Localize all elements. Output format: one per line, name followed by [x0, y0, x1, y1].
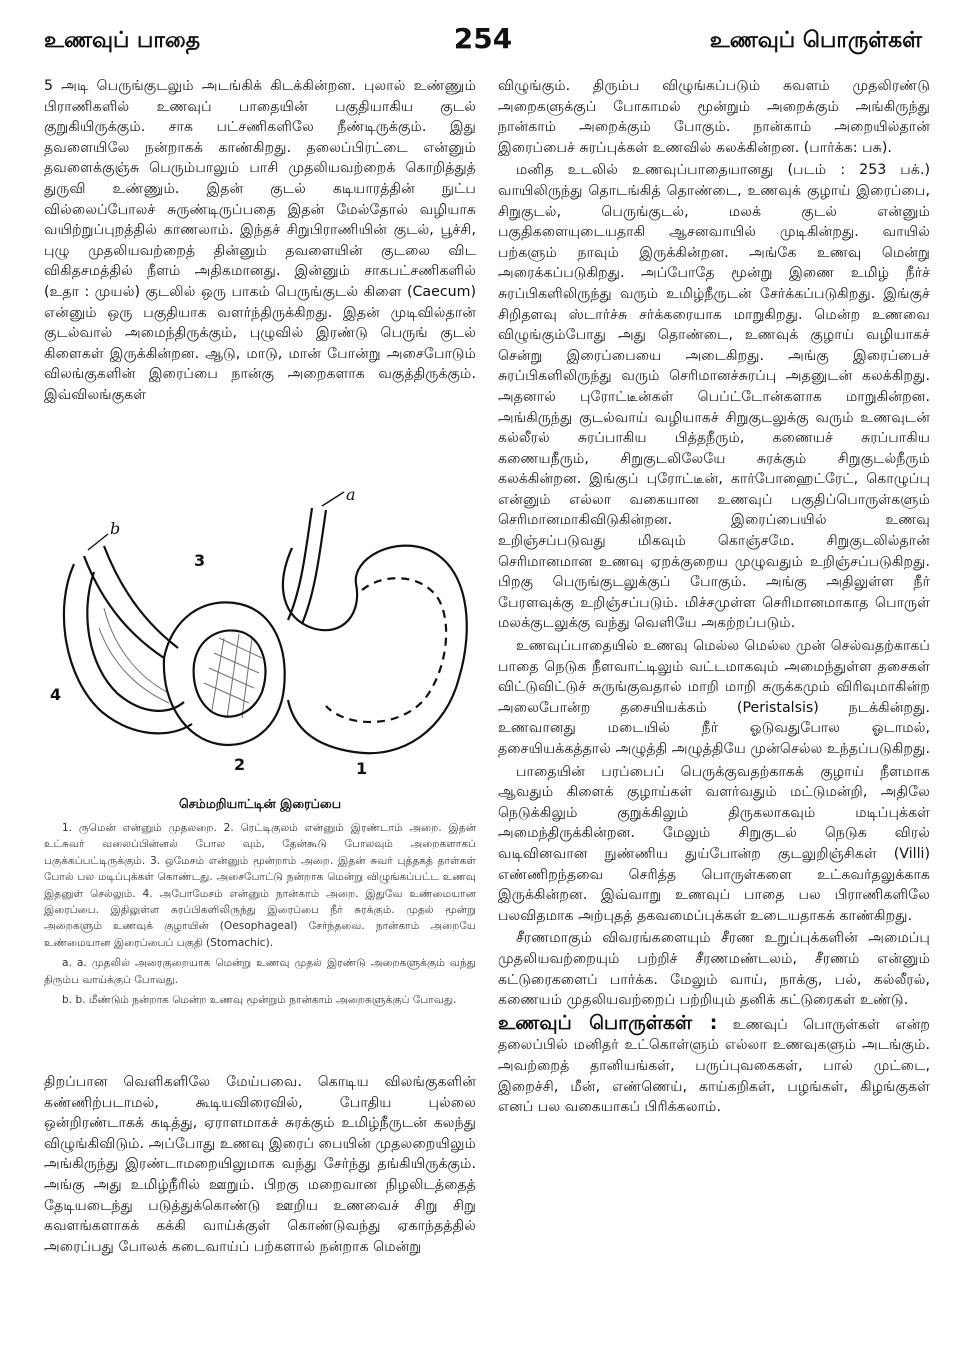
section-body: உணவுப் பொருள்கள் என்ற தலைப்பில் மனிதர் உட்கொள்ளும் எல்லா உணவுகளும் அடங்கும். அவற்றைத் தானியங்கள், பருப்புவகைகள், பால் முட்டை, இறைச்சி, மீன், எண்ணெய், காய்கறிகள், பழங்கள், கிழங்குகள் எனப் பல வகையாகப் பிரிக்கலாம்.: [498, 1016, 930, 1116]
figure-label-3: 3: [194, 551, 206, 570]
figure-label-2: 2: [234, 755, 246, 774]
figure-label-4: 4: [50, 685, 62, 704]
running-head: [44, 22, 922, 56]
paragraph: திறப்பான வெளிகளிலே மேய்பவை. கொடிய விலங்குகளின் கண்ணிற்படாமல், கூடியவிரைவில், போதிய புல்லை ஒன்றிரண்டாகக் கடித்து, ஏராளமாகச் சுரக்கும் உமிழ்நீருடன் கலந்து விழுங்கிவிடும். அப்போது உணவு இரைப் பையின் முதலறையிலும் அங்கிருந்து இரண்டாமறையிலுமாக வந்து சேர்ந்து தங்கியிருக்கும். அங்கு அது உமிழ்நீரில் ஊறும். பிறகு மறைவான நிழலிடத்தைத் தேடியடைந்து படுத்துக்கொண்டு ஊறிய உணவைச் சிறு சிறு கவளங்களாகக் கக்கி வாய்க்குள் கொண்டுவந்து ஏகாந்தத்தில் அரைப்பது போலக் கடைவாய்ப் பற்களால் நன்றாக மென்று: [44, 1074, 476, 1255]
running-head-left: உணவுப் பாதை: [44, 28, 201, 53]
paragraph: உணவுப்பாதையில் உணவு மெல்ல மெல்ல முன் செல்வதற்காகப் பாதை நெடுக நீளவாட்டிலும் வட்டமாகவும் அமைந்துள்ள தசைகள் விட்டுவிட்டுச் சுருங்குவதால் மாறி மாறி சுருக்கமும் விரிவுமாகின்ற அலைபோன்ற தசையியக்கம் (Peristalsis) நடக்கின்றது. உணவானது மடையில் நீர் ஓடுவதுபோல ஓடாமல், தசையியக்கத்தால் அழுத்தி அழுத்தியே முன்செல்ல உந்தப்படுகிறது.: [498, 638, 930, 757]
figure-label-a: a: [346, 488, 356, 504]
left-column-top: [44, 76, 476, 484]
right-column: [498, 76, 930, 1338]
section-heading: உணவுப் பொருள்கள் :: [498, 1011, 718, 1034]
left-column-bottom: [44, 1072, 476, 1334]
stomach-figure: [44, 488, 476, 778]
figure-label-1: 1: [356, 759, 368, 778]
figure-label-b: b: [110, 519, 121, 538]
paragraph: விழுங்கும். திரும்ப விழுங்கப்படும் கவளம் முதலிரண்டு அறைகளுக்குப் போகாமல் மூன்றும் அறைக்கும் அங்கிருந்து நான்காம் அறைக்கும் போகும். நான்காம் அறையில்தான் இரைப்பைச் சுரப்புக்கள் உணவில் கலக்கின்றன. (பார்க்க: பசு).: [498, 78, 930, 156]
paragraph: சீரணமாகும் விவரங்களையும் சீரண உறுப்புக்களின் அமைப்பு முதலியவற்றையும் பற்றிச் சீரணமண்டலம், சீரணம் என்னும் கட்டுரைகளைப் பார்க்க. மேலும் வாய், நாக்கு, பல், கல்லீரல், கணையம் முதலியவற்றைப் பற்றியும் தனிக் கட்டுரைகள் உண்டு.: [498, 930, 930, 1009]
page-number: 254: [453, 22, 513, 55]
figure-note: 1. ருமென் என்னும் முதலறை. 2. ரெட்டிகுலம் என்னும் இரண்டாம் அறை. இதன் உட்சுவர் வலைப்பின்னல் போல வும், தேன்கூடு போலவும் அறைகளாகப் பகுக்கப்பட்டிருக்கும். 3. ஒமேசம் என்னும் மூன்றாம் அறை. இதன் சுவர் புத்தகத் தாள்கள் போல் பல மடிப்புக்கள் கொண்டது. அசைபோட்டு நன்றாக மென்று விழுங்கப்பட்ட உணவு இதனுள் செல்லும். 4. அபோமேசம் என்னும் நான்காம் அறை. இதுவே உண்மையான இரைப்பை. இதிலுள்ள சுரப்பிகளிலிருந்து இரைப்பை நீர் சுரக்கும். முதல் மூன்று அறைகளும் உணவுக் குழாயின் (Oesophageal) சேர்ந்தவை. நான்காம் அறையே உண்மையான இரைப்பைப் பகுதி (Stomachic).: [44, 822, 476, 949]
stomach-illustration: [44, 488, 476, 778]
figure-note: a. a. முதலில் அரைகுறையாக மென்று உணவு முதல் இரண்டு அறைகளுக்கும் வந்து திரும்ப வாய்க்குப் போவது.: [44, 957, 476, 986]
figure-notes: [44, 820, 476, 1060]
paragraph: பாதையின் பரப்பைப் பெருக்குவதற்காகக் குழாய் நீளமாக ஆவதும் கிளைக் குழாய்கள் வளர்வதும் மட்டுமன்றி, அதிலே நெடுக்கிலும் குறுக்கிலும் திருகலாகவும் மடிப்புக்கள் அமைந்திருக்கின்றன. மேலும் சிறுகுடல் நெடுக விரல் வடிவினவான நுண்ணிய துய்போன்ற குடலுறிஞ்சிகள் (Villi) எண்ணிறந்தவை செரித்த பொருள்களை உட்கவர்தலுக்காக இருக்கின்றன. இவ்வாறு உணவுப் பாதை பல பிராணிகளிலே பலவிதமாக அற்புதத் தகவமைப்புக்கள் உடையதாகக் காண்கிறது.: [498, 763, 930, 924]
section-paragraph: [498, 1013, 930, 1118]
figure-caption: செம்மறியாட்டின் இரைப்பை: [178, 796, 342, 811]
running-head-right: உணவுப் பொருள்கள்: [709, 28, 922, 53]
paragraph: மனித உடலில் உணவுப்பாதையானது (படம் : 253 பக்.) வாயிலிருந்து தொடங்கித் தொண்டை, உணவுக் குழாய் இரைப்பை, சிறுகுடல், பெருங்குடல், மலக் குடல் என்னும் பகுதிகளையுடையதாகி ஆசனவாயில் முடிகின்றது. வாயில் பற்களும் நாவும் இருக்கின்றன. அங்கே உணவு மென்று அரைக்கப்படுகிறது. அப்போதே மூன்று இணை உமிழ் நீர்ச் சுரப்பிகளிலிருந்து வரும் உமிழ்நீருடன் சேர்க்கப்படுகிறது. இங்குச் சிறிதளவு ஸ்டார்ச்சு சர்க்கரையாக மாறுகிறது. மென்ற உணவை விழுங்கும்போது அது தொண்டை, உணவுக் குழாய் வழியாகச் சென்று இரைப்பையை அடைகிறது. அங்கு இரைப்பைச் சுரப்பிகளிலிருந்து வரும் செரிமானச்சுரப்பு அதனுடன் கலக்கிறது. அதனால் புரோட்டீன்கள் பெப்ட்டோன்களாக மாறுகின்றன. அங்கிருந்து குடல்வாய் வழியாகச் சிறுகுடலுக்கு வரும் உணவுடன் கல்லீரல் சுரப்பாகிய பித்தநீரும், கணையச் சுரப்பாகிய கணையநீரும், சிறுகுடலிலேயே சுரக்கும் சிறுகுடல்நீரும் கலக்கின்றன. இங்குப் புரோட்டீன், கார்போஹைட்ரேட், கொழுப்பு என்னும் எல்லா வகையான உணவுப் பகுதிப்பொருள்களும் செரிமானமாகிவிடுகின்றன. இரைப்பையில் உணவு உறிஞ்சப்படுவது மிகவும் கொஞ்சமே. சிறுகுடலில்தான் செரிமானமான உணவு ஏறக்குறைய முழுவதும் உறிஞ்சப்படுகிறது. பிறகு பெருங்குடலுக்குப் போகும். அங்கு அதிலுள்ள நீர் பேரளவுக்கு உறிஞ்சப்படும். மிச்சமுள்ள செரிமானமாகாத பொருள் மலக்குடலுக்கு வந்து வெளியே அகற்றப்படும்.: [498, 162, 930, 632]
figure-note: b. b. மீண்டும் நன்றாக மென்ற உணவு மூன்றும் நான்காம் அறைகளுக்குப் போவது.: [62, 994, 457, 1007]
paragraph: 5 அடி பெருங்குடலும் அடங்கிக் கிடக்கின்றன. புலால் உண்ணும் பிராணிகளில் உணவுப் பாதையின் பகுதியாகிய குடல் குறுகியிருக்கும். சாக பட்சணிகளிலே நீண்டிருக்கும். இது தவளையிலே நன்றாகக் காண்கிறது. தலைப்பிரட்டை என்னும் தவளைக்குஞ்சு பெரும்பாலும் பாசி முதலியவற்றைக் கொறித்துத் துருவி உண்ணும். இதன் குடல் கடியாரத்தின் நுட்ப வில்லைப்போலச் சுருண்டிருப்பதை இதன் மேல்தோல் வழியாக வயிற்றுப்புறத்தில் காணலாம். இந்தச் சிறுபிராணியின் குடல், பூச்சி, புழு முதலியவற்றைத் தின்னும் தவளையின் குடலை விட விகிதசமத்தில் நீளம் அதிகமானது. இன்னும் சாகபட்சணிகளில் (உதா : முயல்) குடலில் ஒரு பாகம் பெருங்குடல் கிளை (Caecum) என்னும் ஒரு பகுதியாக வளர்ந்திருக்கிறது. இதன் முடிவில்தான் குடல்வால் அமைந்திருக்கும், புழுவில் இரண்டு பெருங் குடல் கிளைகள் இருக்கின்றன. ஆடு, மாடு, மான் போன்று அசைபோடும் விலங்குகளின் இரைப்பை நான்கு அறைகளாக வகுத்திருக்கும். இவ்விலங்குகள்: [44, 78, 476, 403]
